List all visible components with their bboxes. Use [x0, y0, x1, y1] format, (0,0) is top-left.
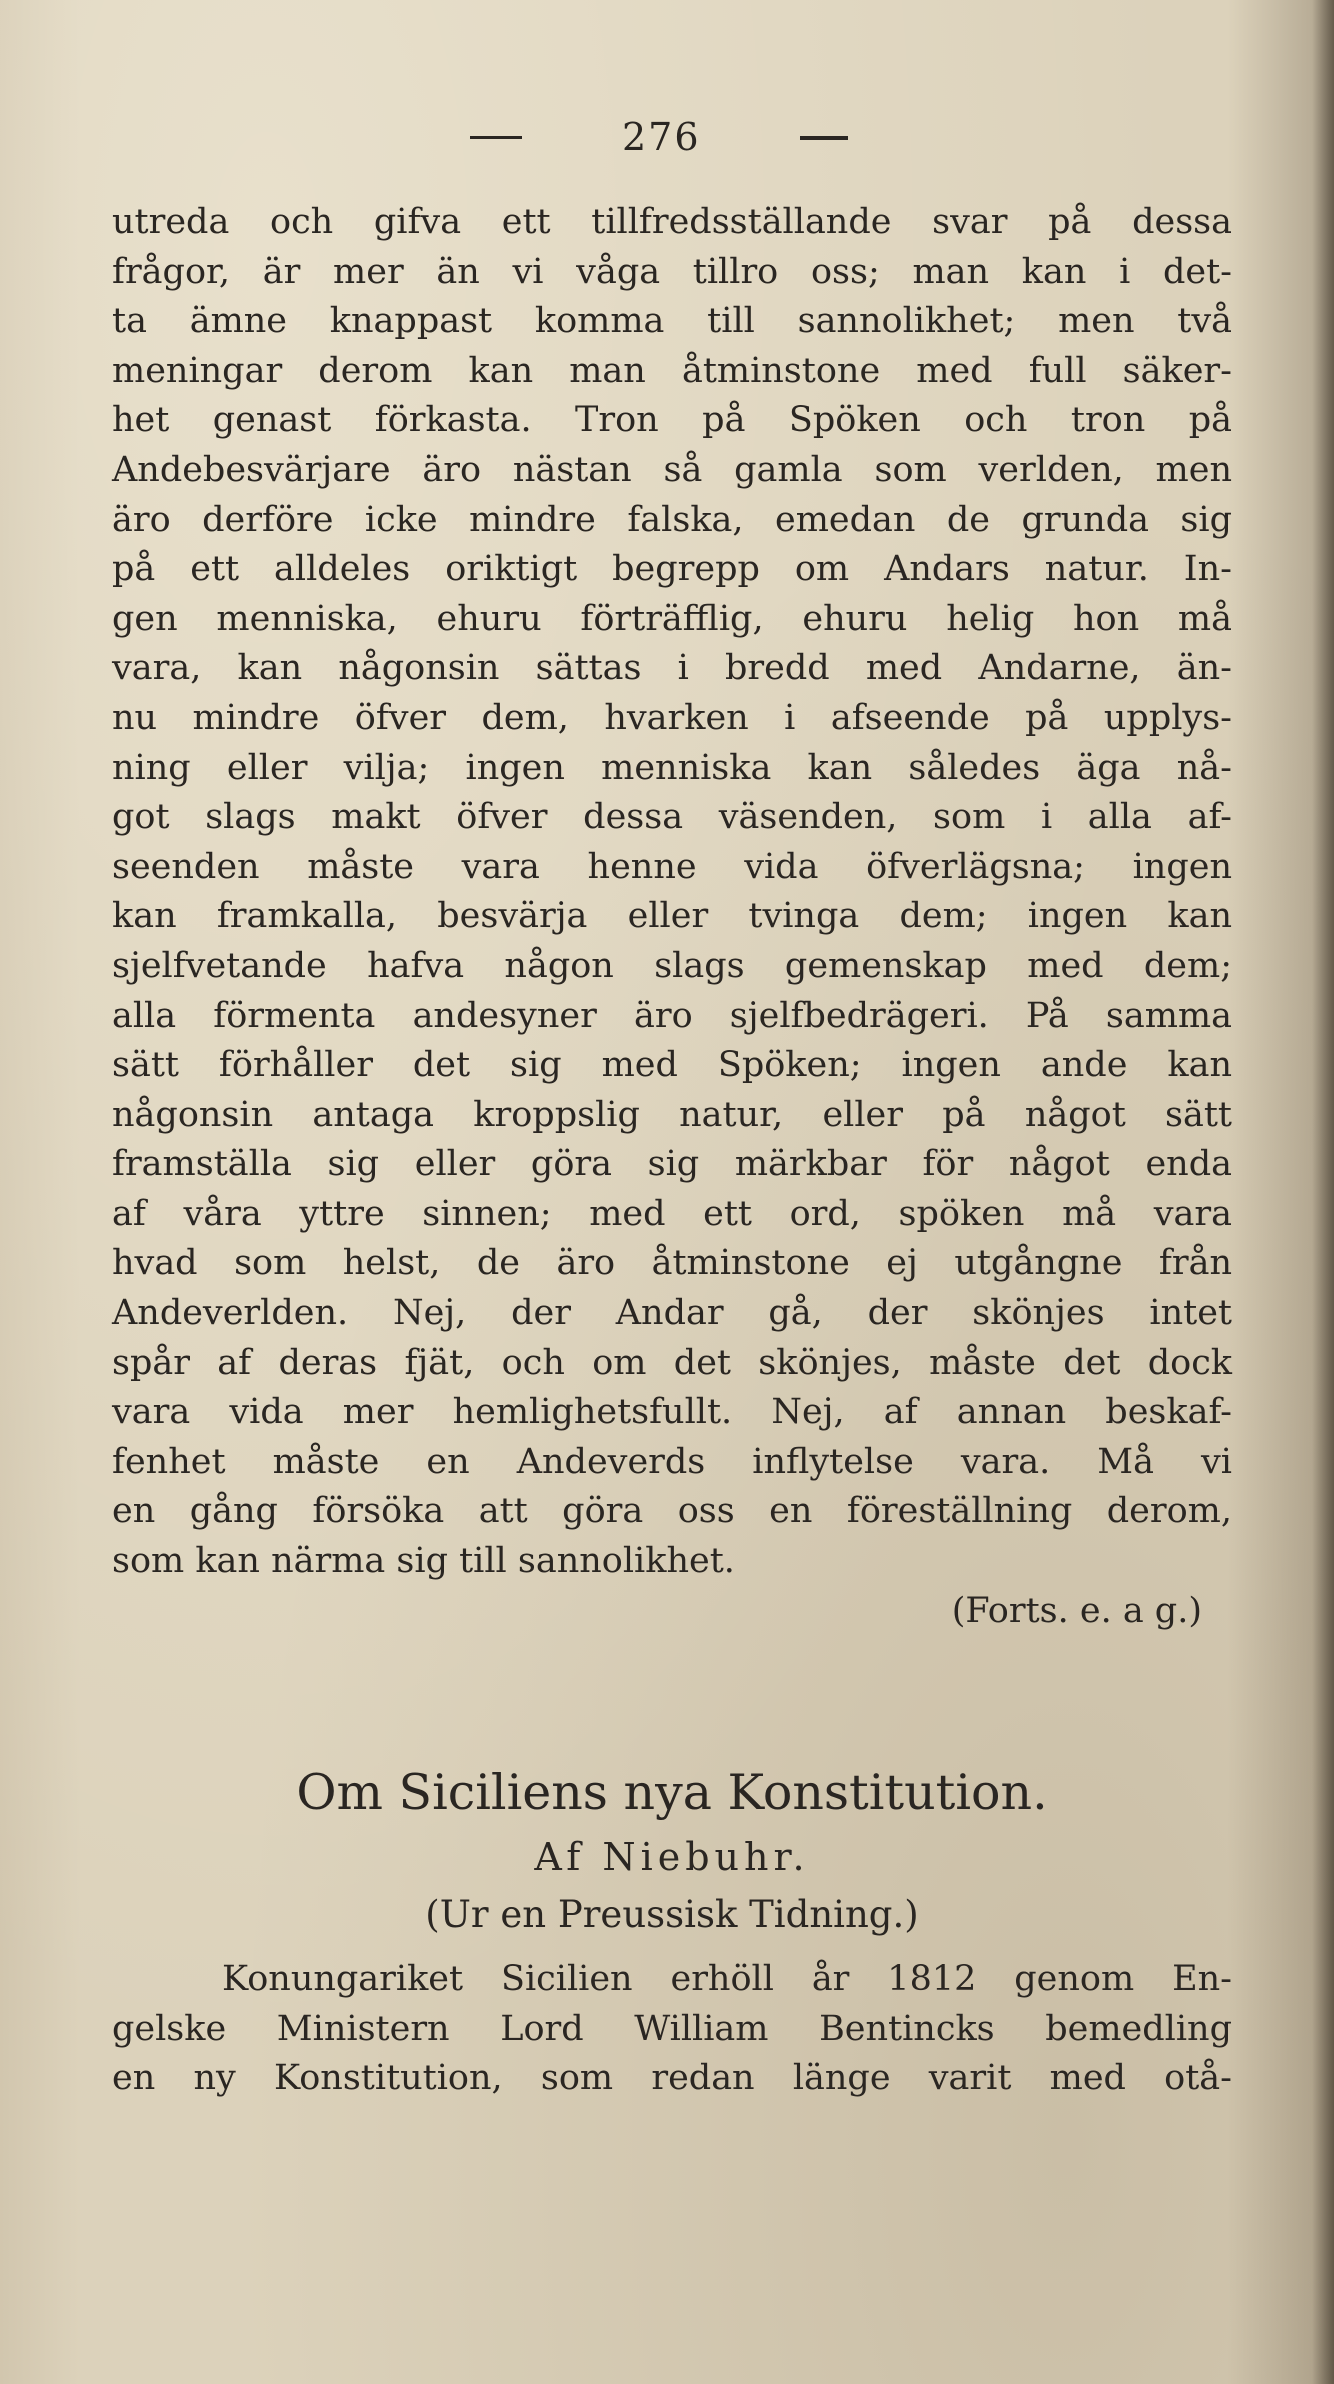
text-line: Andebesvärjare äro nästan så gamla som verlden, men: [112, 449, 1232, 490]
header-dash-right: [800, 136, 848, 140]
text-line: het genast förkasta. Tron på Spöken och tron på: [112, 400, 1232, 441]
text-line: meningar derom kan man åtminstone med full säker-: [112, 350, 1232, 391]
text-line: sätt förhåller det sig med Spöken; ingen ande kan: [112, 1045, 1232, 1086]
page-number: 276: [622, 115, 701, 159]
text-line: gen menniska, ehuru förträfflig, ehuru helig hon må: [112, 598, 1232, 639]
article-line: gelske Ministern Lord William Bentincks bemedling: [112, 2008, 1232, 2049]
text-line: nu mindre öfver dem, hvarken i afseende på upplys-: [112, 697, 1232, 738]
text-line: seenden måste vara henne vida öfverlägsna; ingen: [112, 846, 1232, 887]
text-line: hvad som helst, de äro åtminstone ej utgångne från: [112, 1243, 1232, 1284]
text-line: ning eller vilja; ingen menniska kan således äga nå-: [112, 747, 1232, 788]
text-line: Andeverlden. Nej, der Andar gå, der skönjes intet: [112, 1293, 1232, 1334]
article-source: (Ur en Preussisk Tidning.): [425, 1893, 919, 1936]
text-line: alla förmenta andesyner äro sjelfbedrägeri. På samma: [112, 995, 1232, 1036]
text-line: en gång försöka att göra oss en föreställning derom,: [112, 1491, 1232, 1532]
text-line: framställa sig eller göra sig märkbar för något enda: [112, 1144, 1232, 1185]
text-line: vara vida mer hemlighetsfullt. Nej, af annan beskaf-: [112, 1392, 1232, 1433]
page-edge-shadow: [1312, 0, 1334, 2384]
article-author: Af Niebuhr.: [534, 1835, 810, 1879]
article-line: en ny Konstitution, som redan länge varit med otå-: [112, 2058, 1232, 2099]
text-line: kan framkalla, besvärja eller tvinga dem; ingen kan: [112, 896, 1232, 937]
text-line: någonsin antaga kroppslig natur, eller på något sätt: [112, 1094, 1232, 1135]
continuation-note: (Forts. e. a g.): [951, 1590, 1202, 1631]
text-line: ta ämne knappast komma till sannolikhet; men två: [112, 301, 1232, 342]
text-line: på ett alldeles oriktigt begrepp om Andars natur. In-: [112, 549, 1232, 590]
text-line: äro derföre icke mindre falska, emedan de grunda sig: [112, 499, 1232, 540]
article-title: Om Siciliens nya Konstitution.: [296, 1764, 1048, 1821]
text-line: frågor, är mer än vi våga tillro oss; man kan i det-: [112, 251, 1232, 292]
page-header: [470, 112, 870, 162]
article-line: Konungariket Sicilien erhöll år 1812 genom En-: [222, 1959, 1232, 1999]
continued-text: [112, 198, 1232, 1636]
text-line: spår af deras fjät, och om det skönjes, måste det dock: [112, 1342, 1232, 1383]
text-line: som kan närma sig till sannolikhet.: [112, 1541, 735, 1582]
text-line: got slags makt öfver dessa väsenden, som i alla af-: [112, 797, 1232, 838]
header-dash-left: [470, 136, 522, 139]
text-line: vara, kan någonsin sättas i bredd med Andarne, än-: [112, 648, 1232, 689]
text-line: sjelfvetande hafva någon slags gemenskap med dem;: [112, 945, 1232, 986]
text-line: fenhet måste en Andeverds inflytelse vara. Må vi: [112, 1441, 1232, 1482]
article-text: [112, 1955, 1232, 2104]
text-line: af våra yttre sinnen; med ett ord, spöken må vara: [112, 1193, 1232, 1234]
text-line: utreda och gifva ett tillfredsställande svar på dessa: [112, 202, 1232, 242]
